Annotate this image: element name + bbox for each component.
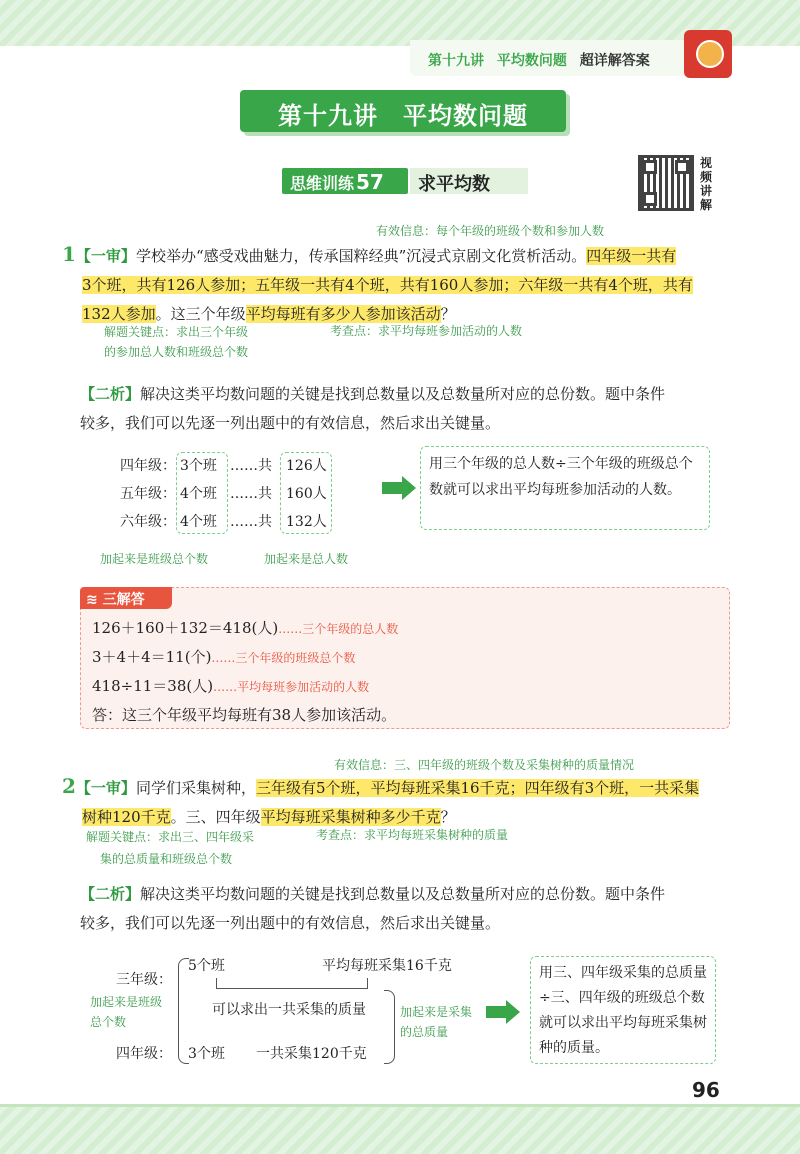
q1-arrow-head-icon — [402, 476, 416, 500]
q1-row-grade: 四年级： — [120, 458, 176, 474]
qr-corner-icon — [643, 160, 657, 174]
q1-analysis — [80, 380, 730, 438]
q1-analysis-line1 — [80, 380, 730, 409]
q2-text — [62, 772, 752, 832]
q1-text — [62, 240, 742, 329]
q2-line2-end: ？ — [440, 808, 456, 826]
wave-icon: ≋ — [86, 592, 98, 608]
q1-note-key — [104, 322, 248, 362]
q2-grade3-avg: 平均每班采集16千克 — [322, 958, 452, 974]
q2-line2-hl1: 树种120千克 — [82, 808, 171, 826]
header-text — [428, 50, 650, 70]
q1-step-note: ……三个年级的班级总个数 — [211, 651, 356, 665]
training-number: 57 — [356, 170, 384, 194]
q1-row-people: 132人 — [286, 514, 327, 530]
q2-grade4-classes: 3个班 — [188, 1046, 225, 1062]
training-name: 求平均数 — [418, 174, 490, 195]
q2-analysis-line2: 较多，我们可以先逐一列出题中的有效信息，然后求出关键量。 — [80, 914, 501, 932]
q1-box-text: 用三个年级的总人数÷三个年级的班级总个数就可以求出平均每班参加活动的人数。 — [429, 456, 693, 498]
q1-line1 — [62, 240, 742, 271]
q2-note-exam: 考查点：求平均每班采集树种的质量 — [316, 828, 509, 842]
q1-row-classes: 3个班 — [180, 458, 217, 474]
q1-line3-hl1: 132人参加 — [82, 305, 156, 323]
q1-step-eq: 418÷11＝38(人) — [92, 677, 214, 695]
q1-line3-mid: 。这三个年级 — [155, 305, 246, 323]
q1-step — [92, 614, 398, 643]
q1-line2 — [62, 271, 742, 300]
q1-steps — [92, 614, 398, 729]
q1-note-key2: 的参加总人数和班级总个数 — [104, 345, 249, 359]
training-label-text: 思维训练 — [290, 174, 355, 193]
q1-classes-bracket — [176, 452, 228, 534]
q2-number: 2 — [62, 774, 76, 798]
q1-answer-tag-text: 三解答 — [102, 592, 145, 608]
q1-solution-box — [420, 446, 710, 530]
logo-badge — [684, 30, 732, 78]
q1-line2-hl: 3个班，共有126人参加；五年级一共有4个班，共有160人参加；六年级一共有4个班，共有 — [82, 276, 693, 294]
q1-tag-analyze: 【二析】 — [80, 385, 141, 403]
q1-row-people: 126人 — [286, 458, 327, 474]
page-title: 第十九讲 平均数问题 — [278, 102, 528, 130]
q1-line1-plain: 学校举办“感受戏曲魅力，传承国粹经典”沉浸式京剧文化赏析活动。 — [135, 247, 587, 265]
q2-note-key2: 集的总质量和班级总个数 — [100, 852, 233, 866]
q2-grade4-total: 一共采集120千克 — [256, 1046, 367, 1062]
q1-row-classes: 4个班 — [180, 486, 217, 502]
q1-note-top: 有效信息：每个年级的班级个数和参加人数 — [376, 224, 605, 238]
qr-code[interactable] — [638, 155, 694, 211]
q2-right-brace — [384, 990, 395, 1064]
q1-note-exam: 考查点：求平均每班参加活动的人数 — [330, 324, 523, 338]
q2-tag-analyze: 【二析】 — [80, 885, 141, 903]
training-label — [290, 170, 384, 194]
q2-connector-line — [216, 978, 368, 989]
q2-line1-plain: 同学们采集树种， — [135, 779, 256, 797]
q2-grade3-classes: 5个班 — [188, 958, 225, 974]
q1-tag-review: 【一审】 — [75, 247, 136, 265]
q2-line1 — [62, 772, 752, 803]
qr-corner-icon — [675, 160, 689, 174]
q2-left-note: 加起来是班级总个数 — [90, 995, 163, 1029]
q2-analysis — [80, 880, 730, 938]
q2-middle: 可以求出一共采集的质量 — [212, 1002, 366, 1018]
q1-analysis1: 解决这类平均数问题的关键是找到总数量以及总数量所对应的总份数。题中条件 — [140, 385, 666, 403]
q2-line1-hl: 三年级有5个班，平均每班采集16千克；四年级有3个班，一共采集 — [255, 779, 700, 797]
header-topic: 平均数问题 — [496, 53, 567, 69]
q1-line1-hl: 四年级一共有 — [586, 247, 677, 265]
q2-box-text: 用三、四年级采集的总质量÷三、四年级的班级总个数就可以求出平均每班采集树种的质量。 — [539, 965, 707, 1056]
q2-note-top: 有效信息：三、四年级的班级个数及采集树种的质量情况 — [334, 758, 635, 772]
q2-grade3-label: 三年级： — [116, 972, 172, 988]
q1-row-dots: ……共 — [230, 458, 272, 474]
q1-people-bracket — [280, 452, 332, 534]
q1-step — [92, 643, 398, 672]
q2-arrow-head-icon — [506, 1000, 520, 1024]
q1-row-grade: 六年级： — [120, 514, 176, 530]
q1-step-note: ……三个年级的总人数 — [278, 622, 399, 636]
qr-label: 视频讲解 — [700, 156, 713, 212]
q2-right-note: 加起来是采集的总质量 — [400, 1005, 473, 1039]
q1-row-grade: 五年级： — [120, 486, 176, 502]
q2-solution-box — [530, 956, 716, 1064]
q1-row-dots: ……共 — [230, 486, 272, 502]
q2-analysis1: 解决这类平均数问题的关键是找到总数量以及总数量所对应的总份数。题中条件 — [140, 885, 666, 903]
q2-left-brace — [178, 958, 189, 1064]
q2-line2-mid: 。三、四年级 — [170, 808, 261, 826]
q1-note-key1: 解题关键点：求出三个年级 — [104, 325, 249, 339]
q1-line3-end: ？ — [440, 305, 456, 323]
header-lecture: 第十九讲 — [428, 53, 484, 69]
q1-analysis-line2: 较多，我们可以先逐一列出题中的有效信息，然后求出关键量。 — [80, 414, 501, 432]
header-book: 超详解答案 — [579, 53, 650, 69]
q2-analysis-line1 — [80, 880, 730, 909]
q1-note-classes: 加起来是班级总个数 — [100, 552, 209, 566]
q1-answer-tag — [86, 589, 145, 609]
q1-answer-line: 答：这三个年级平均每班有38人参加该活动。 — [92, 706, 397, 724]
q2-tag-review: 【一审】 — [75, 779, 136, 797]
q1-number: 1 — [62, 242, 76, 266]
q1-step-note: ……平均每班参加活动的人数 — [213, 680, 370, 694]
q2-grade4-label: 四年级： — [116, 1046, 172, 1062]
q1-note-people: 加起来是总人数 — [264, 552, 349, 566]
q1-row-people: 160人 — [286, 486, 327, 502]
q1-line3-hl2: 平均每班有多少人参加该活动 — [245, 305, 441, 323]
q1-step-eq: 126＋160＋132＝418(人) — [92, 619, 279, 637]
q1-row-dots: ……共 — [230, 514, 272, 530]
qr-corner-icon — [643, 192, 657, 206]
q2-note-key1: 解题关键点：求出三、四年级采 — [86, 830, 255, 844]
page-number: 96 — [692, 1078, 720, 1102]
q2-arrow-icon — [486, 1006, 508, 1018]
logo-inner-icon — [696, 40, 724, 68]
q2-note-key — [86, 826, 254, 870]
q1-row-classes: 4个班 — [180, 514, 217, 530]
q1-step-eq: 3＋4＋4＝11(个) — [92, 648, 212, 666]
q1-step — [92, 672, 398, 701]
q2-line2-hl2: 平均每班采集树种多少千克 — [260, 808, 441, 826]
bottom-band — [0, 1104, 800, 1154]
q1-arrow-icon — [382, 482, 404, 494]
